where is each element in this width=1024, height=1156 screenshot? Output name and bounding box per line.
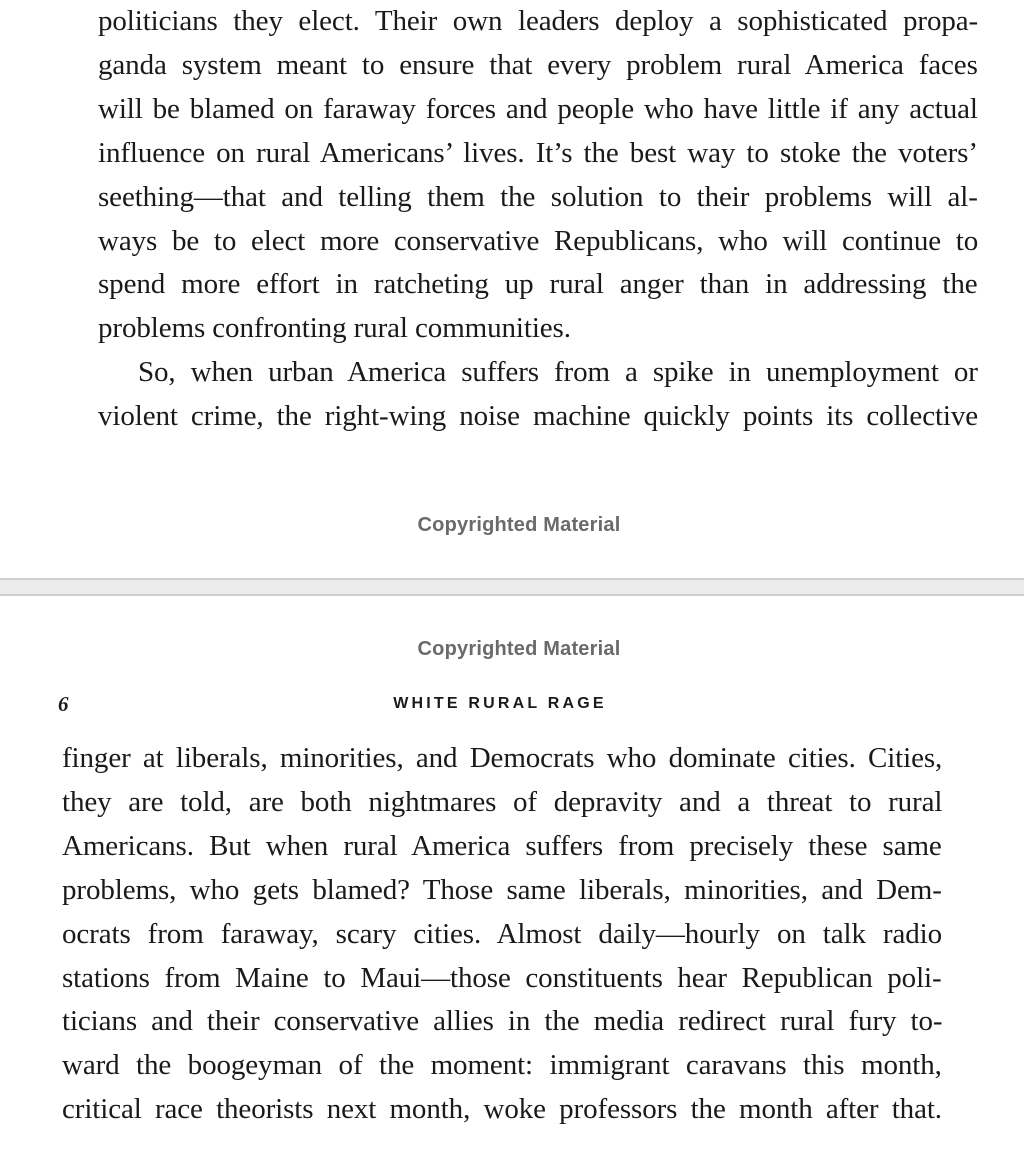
copyright-notice: Copyrighted Material xyxy=(417,638,621,660)
text-line: seething—that and telling them the solution to their problems will al- xyxy=(98,180,978,213)
text-line: violent crime, the right-wing noise machine quickly points its collective xyxy=(98,400,979,433)
page-number: 6 xyxy=(58,692,69,716)
text-line: stations from Maine to Maui—those constituents hear Republican poli- xyxy=(62,961,942,994)
text-line: ticians and their conservative allies in the media redirect rural fury to- xyxy=(62,1005,943,1038)
bottom-page xyxy=(0,596,1024,1156)
text-line: will be blamed on faraway forces and people who have little if any actual xyxy=(98,92,978,125)
text-line: ocrats from faraway, scary cities. Almost daily—hourly on talk radio xyxy=(62,917,943,950)
page-separator xyxy=(0,578,1024,596)
text-line: ways be to elect more conservative Republicans, who will continue to xyxy=(98,224,979,257)
text-line: Americans. But when rural America suffers from precisely these same xyxy=(62,829,942,862)
text-line: critical race theorists next month, woke professors the month after that. xyxy=(62,1093,942,1126)
text-line: problems, who gets blamed? Those same liberals, minorities, and Dem- xyxy=(62,873,942,906)
text-line: finger at liberals, minorities, and Democrats who dominate cities. Cities, xyxy=(62,742,943,774)
text-line: politicians they elect. Their own leaders deploy a sophisticated propa- xyxy=(98,5,979,37)
bottom-page-body-text xyxy=(62,737,942,1132)
text-line: ward the boogeyman of the moment: immigrant caravans this month, xyxy=(62,1049,942,1082)
running-head: WHITE RURAL RAGE xyxy=(393,695,607,712)
copyright-notice: Copyrighted Material xyxy=(417,514,621,536)
paragraph-first-line: So, when urban America suffers from a spike in unemployment or xyxy=(138,356,978,389)
text-line: spend more effort in ratcheting up rural anger than in addressing the xyxy=(98,268,978,301)
text-line: influence on rural Americans’ lives. It’s the best way to stoke the voters’ xyxy=(98,136,978,169)
top-page-body-text xyxy=(98,0,978,439)
text-line: problems confronting rural communities. xyxy=(98,312,571,345)
text-line: they are told, are both nightmares of depravity and a threat to rural xyxy=(62,785,943,818)
text-line: ganda system meant to ensure that every problem rural America faces xyxy=(98,48,978,81)
